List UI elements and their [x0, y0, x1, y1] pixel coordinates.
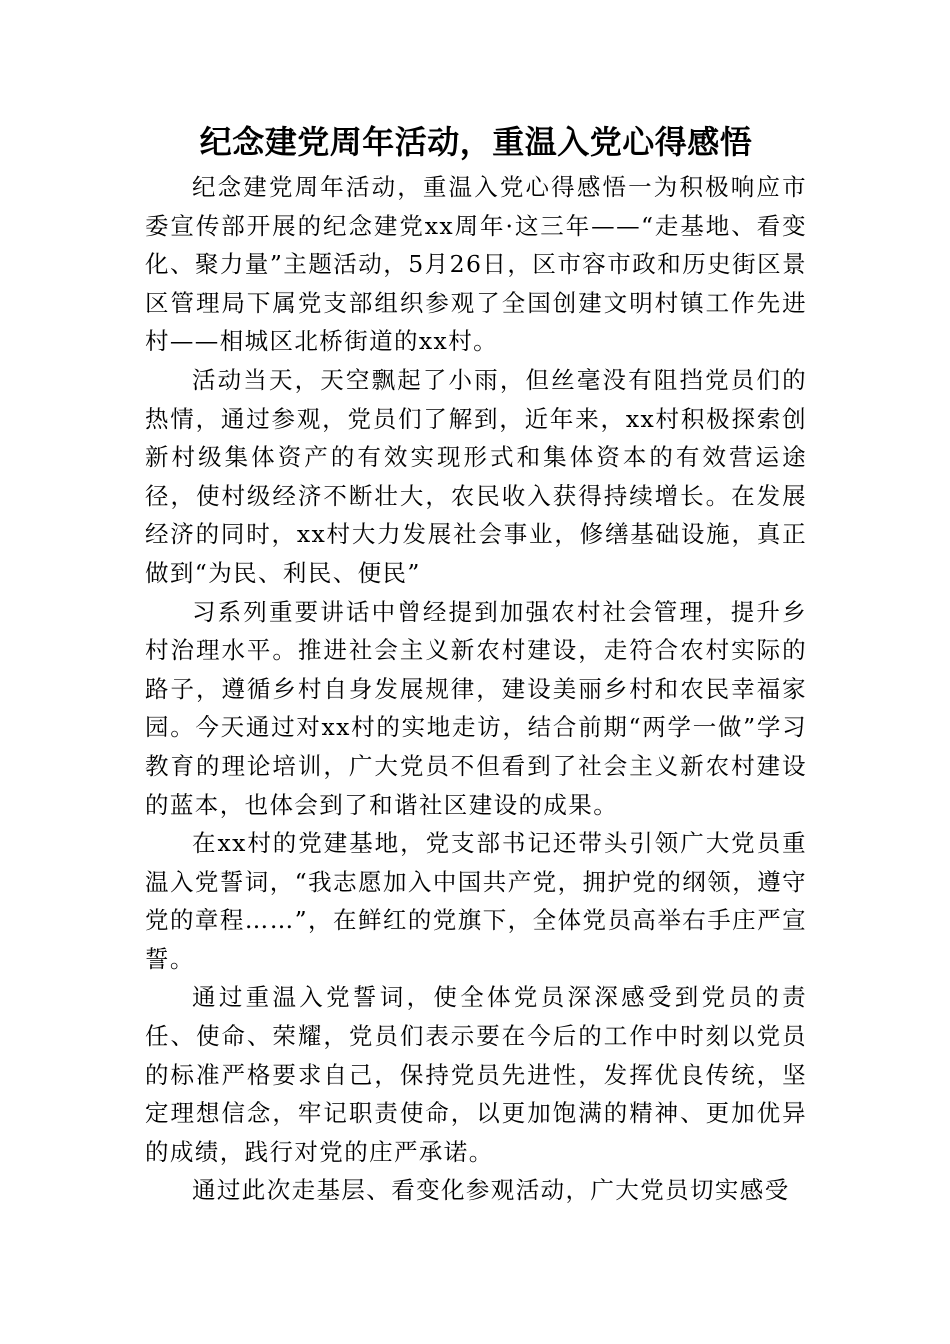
paragraph-5: 通过重温入党誓词，使全体党员深深感受到党员的责任、使命、荣耀，党员们表示要在今后的工作中时刻以党员的标准严格要求自己，保持党员先进性，发挥优良传统，坚定理想信念，牢记职责使命，以更加饱满的精神、更加优异的成绩，践行对党的庄严承诺。	[145, 983, 807, 1166]
document-title: 纪念建党周年活动，重温入党心得感悟	[199, 123, 753, 161]
paragraph-6: 通过此次走基层、看变化参观活动，广大党员切实感受	[192, 1176, 790, 1205]
document-body	[145, 168, 807, 1210]
document-page	[145, 118, 807, 1210]
paragraph-1: 纪念建党周年活动，重温入党心得感悟一为积极响应市委宣传部开展的纪念建党xx周年·这三年——“走基地、看变化、聚力量”主题活动，5月26日，区市容市政和历史街区景区管理局下属党支部组织参观了全国创建文明村镇工作先进村——相城区北桥街道的xx村。	[145, 173, 807, 356]
paragraph-3: 习系列重要讲话中曾经提到加强农村社会管理，提升乡村治理水平。推进社会主义新农村建设，走符合农村实际的路子，遵循乡村自身发展规律，建设美丽乡村和农民幸福家园。今天通过对xx村的实地走访，结合前期“两学一做”学习教育的理论培训，广大党员不但看到了社会主义新农村建设的蓝本，也体会到了和谐社区建设的成果。	[145, 597, 807, 819]
paragraph-4: 在xx村的党建基地，党支部书记还带头引领广大党员重温入党誓词，“我志愿加入中国共产党，拥护党的纲领，遵守党的章程……”，在鲜红的党旗下，全体党员高举右手庄严宣誓。	[145, 829, 807, 973]
paragraph-2: 活动当天，天空飘起了小雨，但丝毫没有阻挡党员们的热情，通过参观，党员们了解到，近年来，xx村积极探索创新村级集体资产的有效实现形式和集体资本的有效营运途径，使村级经济不断壮大，农民收入获得持续增长。在发展经济的同时，xx村大力发展社会事业，修缮基础设施，真正做到“为民、利民、便民”	[145, 365, 807, 587]
